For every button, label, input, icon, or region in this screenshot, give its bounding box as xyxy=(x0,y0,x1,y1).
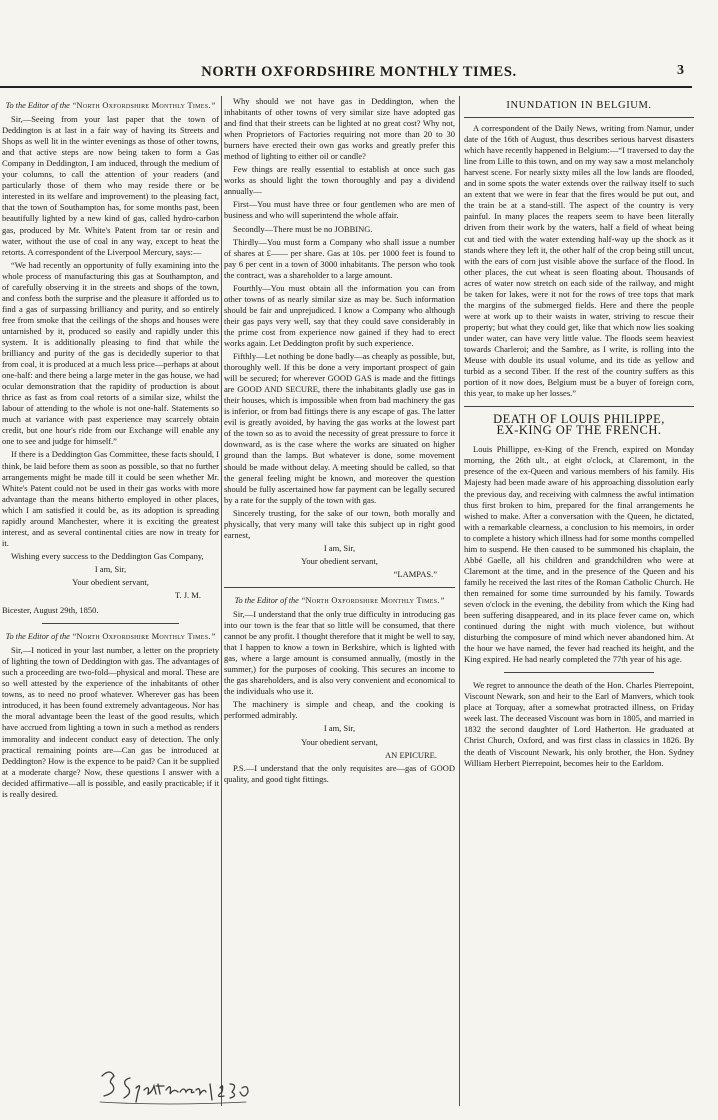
paragraph: Sir,—I noticed in your last number, a letter on the propriety of lighting the town of Deddington with gas. The advantages of such a proceeding are two-fold—physical and moral. These are so well attested by the experience of the inhabitants of other towns, as to need no proof whatever. Wherever gas has been introduced, it has been found extremely advantageous. Nor has the moral advantage been the least of the good results, which have accrued from lighting a town in such a method as renders immorality and indecent conduct easy of detection. The only practical remaining points are—Can gas be introduced at Deddington? How is the expence to be paid? Can it be supplied at a moderate charge? Now, these questions I answer with a decided affirmative—all is possible, and easily practicable; if it is really desired. xyxy=(2,645,219,799)
letter-place-date: Bicester, August 29th, 1850. xyxy=(2,605,99,616)
divider xyxy=(504,672,654,673)
letter-closing: I am, Sir, xyxy=(323,723,356,734)
paragraph: Sir,—I understand that the only true difficulty in introducing gas into our town is the fear that so little will be consumed, that there cannot be any profit. I thought therefore that it might be well to say, that I happen to know a town in Berkshire, which is lighted with gas, where a large amount is consumed annually, (mostly in the summer,) for the purposes of cooking. This secures an income to the gas shareholders, and is also very convenient and economical to the individuals who use it. xyxy=(224,609,455,697)
article-title: INUNDATION IN BELGIUM. xyxy=(506,100,652,111)
paragraph: Secondly—There must be no JOBBING. xyxy=(233,223,373,234)
letter-signature: T. J. M. xyxy=(174,590,201,601)
paragraph: Fifthly—Let nothing be done badly—as cheaply as possible, but, thoroughly well. If this be done a very important prospect of gain will be secured; for wherever GOOD GAS is made and the fittings are GOOD AND SECURE, there the inhabitants gladly use gas in their houses, which is impossible when from bad machinery the gas is inferior, or from bad fittings there is any escape of gas. The latter evil is greatly avoided, by having the gas works at the lowest part of the town so as to avoid the necessity of great pressure to force it downward, as is the case where the works are situated on higher ground than the lamps. But whatever is done, some movement should be made without delay. A meeting should be called, so that the general feeling might be known, and moreover the question should be fully ascertained how far payment can be legally secured by a rate for the supply of the town with gas. xyxy=(224,351,455,505)
letter-heading: To the Editor of the “North Oxfordshire Monthly Times.” xyxy=(234,595,445,605)
paragraph: First—You must have three or four gentlemen who are men of business and who will superintend the whole affair. xyxy=(224,199,455,221)
divider xyxy=(464,117,694,118)
paragraph: “We had recently an opportunity of fully examining into the whole process of manufacturing this gas at Southampton, and of carefully observing it in the streets and shops of the town, and confess both the surprise and the pleasure it afforded us to find a gas of surpassing brilliancy and purity, and so entirely free from smoke that the ceilings of the shops and houses were untarnished by it, produced so easily and rapidly under this system. It is additionally pleasing to find that while the brilliancy and purity of the gas is decidedly superior to that from coal, it is produced at a much less price—perhaps at about one-half: and there being a large meter in the gas house, we had ocular demonstration that the rapidity of production is about thrice as fast as from coal retorts of a similar size, whilst the labour of attending to the whole is not one-half. Statements so much at variance with past experience may scarcely obtain credit, but one hour's ride from our Exchange will enable any one to see and judge for himself.” xyxy=(2,259,219,447)
divider xyxy=(464,406,694,407)
column-2 xyxy=(224,96,455,1108)
article-title: DEATH OF LOUIS PHILIPPE, xyxy=(493,412,665,427)
paragraph: Sincerely trusting, for the sake of our town, both morally and physically, that very many will take this subject up in right good earnest, xyxy=(224,507,455,540)
page-number: 3 xyxy=(677,63,684,78)
column-3 xyxy=(464,96,694,1108)
paragraph: The machinery is simple and cheap, and the cooking is performed admirably. xyxy=(224,699,455,721)
paragraph: Louis Phillippe, ex-King of the French, expired on Monday morning, the 26th ult., at eight o'clock, at Claremont, in the presence of the ex-Queen and various members of his family. His Majesty had been made aware of his approaching dissolution early the previous day, and receiving with calmness the awful intimation thus first broken to him, prepared for the final arrangements he wished to make. After a conversation with the Queen, he dictated, with a remarkable clearness, a conclusion to his memoirs, in order to complete a history which illness had for some months compelled him to suspend. He then caused to be summoned his chaplain, the Abbé Gaelle, all his children and grandchildren who were at Claremont at the time, and in the presence of the Queen and his family he received the last rites of the Roman Catholic Church. He then remained for some time surrounded by his family. Towards seven o'clock in the evening, the debility from which the King had been suffering disappeared, and in its place fever came on, which continued during the night with much violence, but without disturbing the composure of mind which never abandoned him. At the hour we have named, the fever had reached its height, and the King expired. He had nearly completed the 77th year of his age. xyxy=(464,444,694,665)
paragraph: Thirdly—You must form a Company who shall issue a number of shares at £—— per share. Gas at 10s. per 1000 feet is found to pay 6 per cent in a town of 3000 inhabitants. The person who took the contract, was a shareholder to a large amount. xyxy=(224,236,455,280)
letter-heading: To the Editor of the “North Oxfordshire Monthly Times.” xyxy=(5,632,216,642)
column-divider-1 xyxy=(221,96,222,1106)
letter-closing: Your obedient servant, xyxy=(72,576,149,587)
paragraph: We regret to announce the death of the Hon. Charles Pierrepoint, Viscount Newark, son and heir to the Earl of Manvers, which took place at Torquay, after a somewhat protracted illness, on Friday week last. The deceased Viscount was born in 1805, and married in 1832 the second daughter of Lord Hatherton. He graduated at Christ Church, Oxford, and was first class in classics in 1826. By the death of Viscount Newark, his only brother, the Hon. Sydney William Herbert Pierrepoint, becomes heir to the Earldom. xyxy=(464,680,694,768)
handwritten-date xyxy=(96,1062,256,1108)
masthead xyxy=(0,0,718,92)
postscript: P.S.—I understand that the only requisites are—gas of GOOD quality, and good tight fittings. xyxy=(224,762,455,784)
divider xyxy=(224,587,455,588)
paragraph: If there is a Deddington Gas Committee, these facts should, I think, be laid before them as soon as possible, so that no further arrangements might be made till it could be seen whether Mr. White's Patent could not be used in their gas works with more advantage than the means hitherto employed in other places, which I am satisfied it could be, as its adoption is spreading rapidly around Manchester, where it is exciting the greatest interest, and as several continental cities are now in treaty for it. xyxy=(2,449,219,548)
letter-closing: I am, Sir, xyxy=(94,563,127,574)
column-1 xyxy=(2,96,219,1108)
header-rule xyxy=(0,86,692,88)
column-divider-2 xyxy=(459,96,460,1106)
paragraph: Fourthly—You must obtain all the information you can from other towns of as nearly similar size as may be. Such information should be fair and unprejudiced. I know a Company who although their gas pays very well, say that they could save considerably in the prime cost from experience now gained if they had to erect works again. Let Deddington profit by such experience. xyxy=(224,282,455,348)
letter-heading: To the Editor of the “North Oxfordshire Monthly Times.” xyxy=(5,101,216,110)
article-title: EX-KING OF THE FRENCH. xyxy=(496,423,662,438)
letter-signature: AN EPICURE. xyxy=(385,749,437,760)
paragraph: Few things are really essential to establish at once such gas works as should light the town thoroughly and pay a dividend annually— xyxy=(224,164,455,197)
divider xyxy=(42,623,179,624)
letter-signature: “LAMPAS.” xyxy=(393,568,437,579)
paragraph: Wishing every success to the Deddington Gas Company, xyxy=(11,550,204,561)
paragraph: A correspondent of the Daily News, writing from Namur, under date of the 16th of August, thus describes serious harvest disasters which have recently happened in Belgium:—“I traversed to day the line from Lille to this town, and on my way saw a most melancholy harvest scene. For nearly sixty miles all the low lands are flooded, and in some spots the water extends over the railway itself to such an extent that we were in fear that the fires would be put out, and the train be at a stand-still. The aspect of the country is very painful. In many places the reapers seem to have been literally driven from their work by the waters, half a field of wheat being cut and tied with the water extending half-way up the shock as it stands where they left it, the other half of the crop being still uncut, with the ears of corn just visible above the surface of the flood. In other places, the cut wheat is seen floating about. Thousands of acres of water now stretch on each side of the railway, and might be taken for lakes, were it not for the rows of tree tops that mark the margins of the submerged fields. Here and there the people were at work up to their waists in water, striving to rescue their property; but what they could get, like that which now lies soaking under water, can have very little value. The floods seem heaviest towards Charleroi; and the Sambre, as I write, is rolling into the Meuse with double its usual volume, and its tide as yellow and turbid as a second Tiber. If the rest of the country suffers as this portion of it now does, Belgium must be a buyer of foreign corn, this year, to make up her losses.” xyxy=(464,123,694,399)
paragraph: Why should we not have gas in Deddington, when the inhabitants of other towns of very similar size have adopted gas and find that their streets can be lighted at no great cost? Why not, when Proprietors of Factories requiring not more than 20 to 30 burners have erected their own gas works and greatly prefer this method of lighting to either oil or candle? xyxy=(224,96,455,162)
letter-closing: Your obedient servant, xyxy=(301,555,378,566)
letter-closing: I am, Sir, xyxy=(323,542,356,553)
letter-closing: Your obedient servant, xyxy=(301,736,378,747)
newspaper-title: NORTH OXFORDSHIRE MONTHLY TIMES. xyxy=(201,64,517,80)
paragraph: Sir,—Seeing from your last paper that the town of Deddington is at last in a fair way of having its Streets and Shops as well lit in the winter evenings as those of other towns, and that active steps are now being taken to form a Gas Company in Deddington, I am induced, through the medium of your columns, to call the attention of your readers (and particularly those of them who may reside there or be interested in its welfare and improvement) to the pleasing fact, that the town of Southampton has, for some months past, been beautifully lighted by a new kind of gas, called hydro-carbon gas, produced by Mr. White's Patent from tar or resin and water, without the use of coal in any way, except to heat the retorts. A correspondent of the Liverpool Mercury, says:— xyxy=(2,114,219,257)
